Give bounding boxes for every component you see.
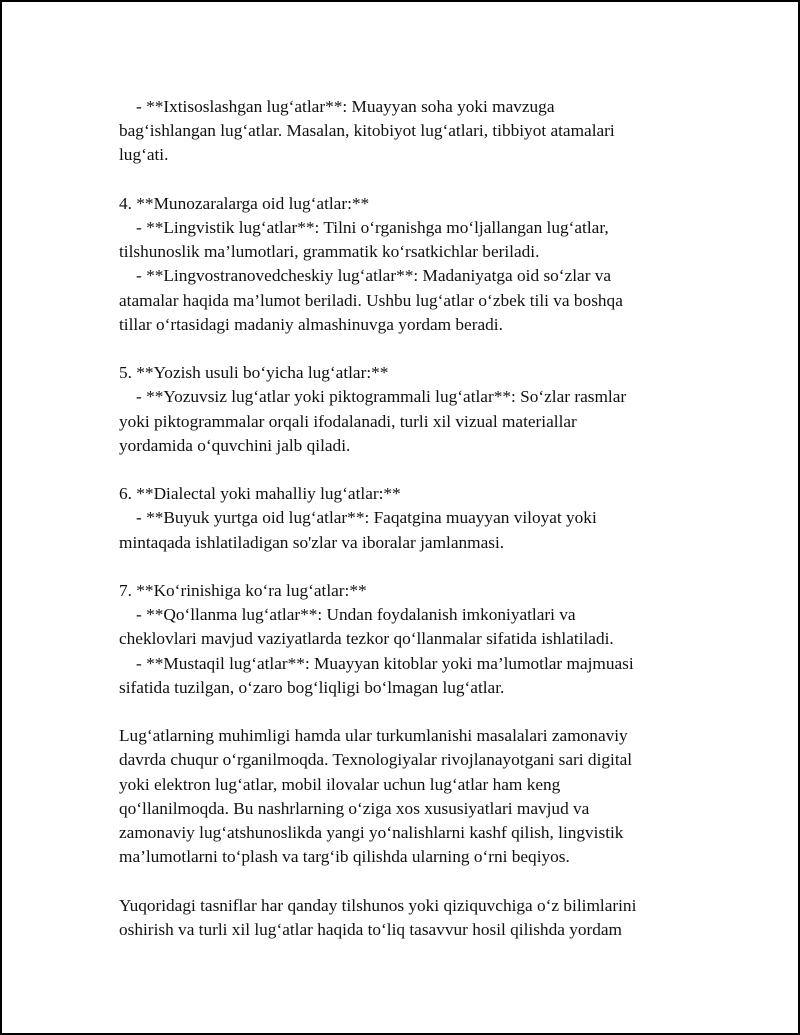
paragraph-specialized-dictionaries — [119, 95, 689, 168]
section-heading: 5. **Yozish usuli bo‘yicha lug‘atlar:** — [119, 363, 389, 383]
paragraph-conclusion — [119, 894, 689, 942]
text-line: qo‘llanilmoqda. Bu nashrlarning o‘ziga xos xususiyatlari mavjud va — [119, 798, 590, 818]
text-line: - **Yozuvsiz lug‘atlar yoki piktogrammali lug‘atlar**: So‘zlar rasmlar — [136, 387, 627, 407]
section-4 — [119, 192, 689, 337]
text-line: yoki elektron lug‘atlar, mobil ilovalar uchun lug‘atlar ham keng — [119, 774, 561, 794]
paragraph-gap — [119, 555, 689, 579]
section-5 — [119, 361, 689, 458]
document-body — [119, 95, 689, 942]
paragraph-importance — [119, 724, 689, 869]
text-line: yoki piktogrammalar orqali ifodalanadi, turli xil vizual materiallar — [119, 411, 577, 431]
text-line: Lug‘atlarning muhimligi hamda ular turkumlanishi masalalari zamonaviy — [119, 726, 628, 746]
section-heading: 7. **Ko‘rinishiga ko‘ra lug‘atlar:** — [119, 581, 367, 600]
paragraph-gap — [119, 700, 689, 724]
text-line: mintaqada ishlatiladigan so'zlar va iboralar jamlanmasi. — [119, 532, 505, 552]
text-line: - **Lingvistik lug‘atlar**: Tilni o‘rganishga mo‘ljallangan lug‘atlar, — [136, 218, 609, 237]
paragraph-gap — [119, 869, 689, 893]
text-line: tillar o‘rtasidagi madaniy almashinuvga yordam beradi. — [119, 314, 503, 334]
text-line: - **Qo‘llanma lug‘atlar**: Undan foydalanish imkoniyatlari va — [136, 605, 576, 625]
text-line: zamonaviy lug‘atshunoslikda yangi yo‘nalishlarni kashf qilish, lingvistik — [119, 823, 624, 843]
section-heading: 6. **Dialectal yoki mahalliy lug‘atlar:** — [119, 484, 401, 504]
text-line: lug‘ati. — [119, 145, 169, 165]
text-line: ma’lumotlarni to‘plash va targ‘ib qilishda ularning o‘rni beqiyos. — [119, 847, 570, 867]
text-line: bag‘ishlangan lug‘atlar. Masalan, kitobiyot lug‘atlari, tibbiyot atamalari — [119, 121, 615, 141]
section-heading: 4. **Munozaralarga oid lug‘atlar:** — [119, 193, 370, 213]
paragraph-gap — [119, 337, 689, 361]
section-7 — [119, 579, 689, 700]
text-line: tilshunoslik ma’lumotlari, grammatik ko‘rsatkichlar beriladi. — [119, 242, 540, 262]
text-line: oshirish va turli xil lug‘atlar haqida to‘liq tasavvur hosil qilishda yordam — [119, 919, 622, 939]
text-line: davrda chuqur o‘rganilmoqda. Texnologiyalar rivojlanayotgani sari digital — [119, 750, 633, 770]
text-line: - **Mustaqil lug‘atlar**: Muayyan kitoblar yoki ma’lumotlar majmuasi — [136, 653, 634, 673]
text-line: - **Lingvostranovedcheskiy lug‘atlar**: Madaniyatga oid so‘zlar va — [136, 266, 612, 286]
text-line: yordamida o‘quvchini jalb qiladi. — [119, 435, 351, 455]
paragraph-gap — [119, 458, 689, 482]
text-line: atamalar haqida ma’lumot beriladi. Ushbu lug‘atlar o‘zbek tili va boshqa — [119, 290, 623, 310]
text-line: sifatida tuzilgan, o‘zaro bog‘liqligi bo‘lmagan lug‘atlar. — [119, 677, 505, 697]
section-6 — [119, 482, 689, 555]
paragraph-gap — [119, 168, 689, 192]
text-line: cheklovlari mavjud vaziyatlarda tezkor qo‘llanmalar sifatida ishlatiladi. — [119, 629, 614, 649]
text-line: - **Ixtisoslashgan lug‘atlar**: Muayyan soha yoki mavzuga — [136, 97, 555, 116]
text-line: - **Buyuk yurtga oid lug‘atlar**: Faqatgina muayyan viloyat yoki — [136, 508, 597, 528]
text-line: Yuqoridagi tasniflar har qanday tilshunos yoki qiziquvchiga o‘z bilimlarini — [119, 895, 637, 915]
